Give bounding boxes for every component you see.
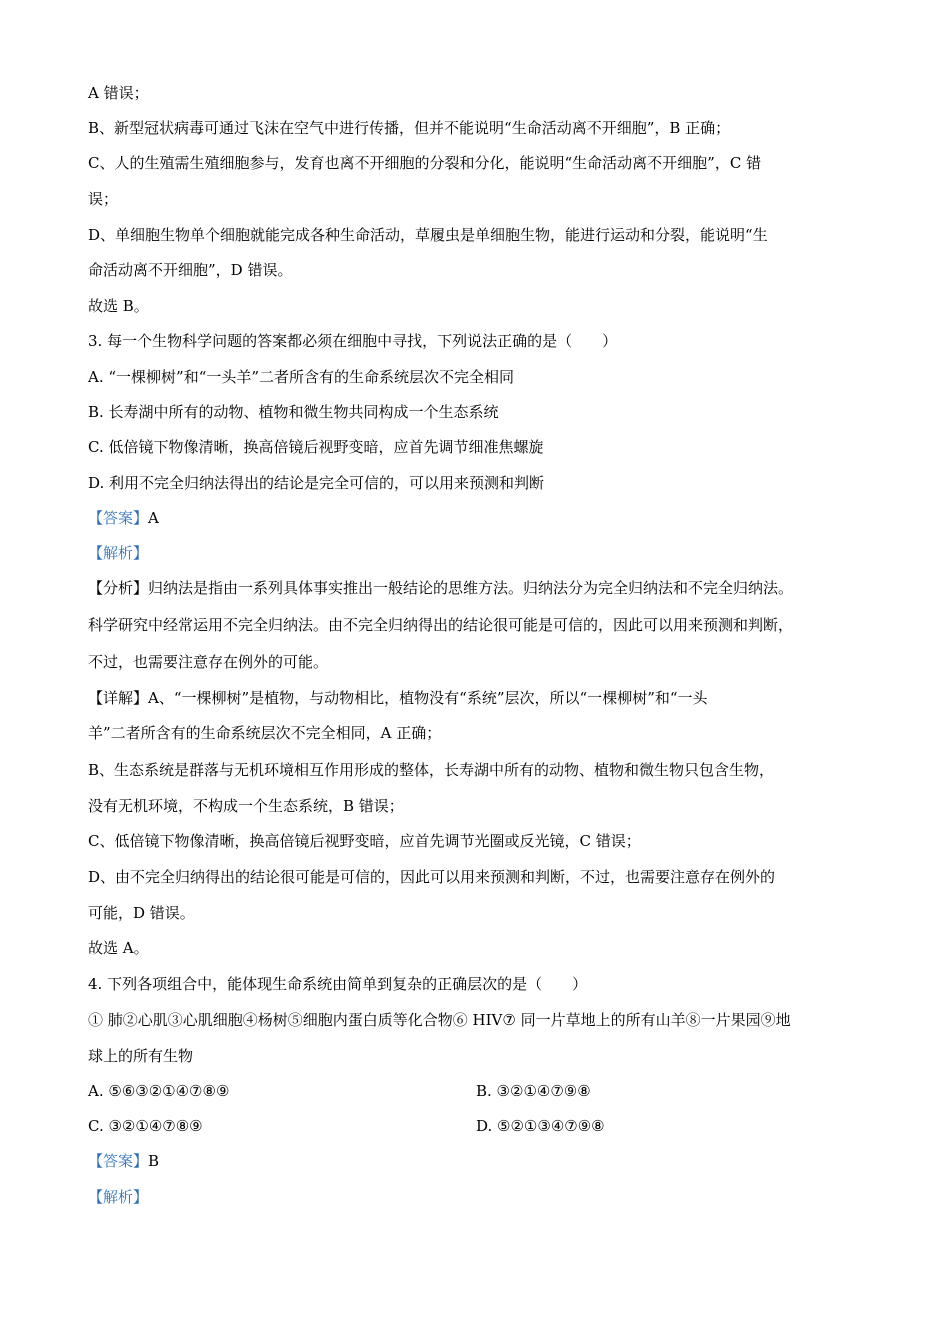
xiangjie-line: 羊”二者所含有的生命系统层次不完全相同，A 正确； — [88, 724, 442, 742]
xiangjie-line: 可能，D 错误。 — [88, 904, 195, 922]
xiangjie-text: A、“一棵柳树”是植物，与动物相比，植物没有“系统”层次，所以“一棵柳树”和“一头 — [148, 689, 708, 707]
fenxi-line: 不过，也需要注意存在例外的可能。 — [88, 653, 329, 671]
answer-value: B — [148, 1152, 160, 1170]
fenxi-tag: 【分析】 — [88, 579, 149, 597]
xiangjie-line — [88, 688, 708, 708]
xiangjie-line: B、生态系统是群落与无机环境相互作用形成的整体，长寿湖中所有的动物、植物和微生物只包含生物， — [88, 761, 775, 779]
fenxi-line: 科学研究中经常运用不完全归纳法。由不完全归纳得出的结论很可能是可信的，因此可以用来预测和判断， — [88, 616, 794, 634]
question-4-option-d: D. ⑤②①③④⑦⑨⑧ — [476, 1117, 605, 1135]
question-4-stem: 4. 下列各项组合中，能体现生命系统由简单到复杂的正确层次的是（ ） — [88, 975, 588, 993]
question-3-option-b: B. 长寿湖中所有的动物、植物和微生物共同构成一个生态系统 — [88, 403, 499, 421]
text-line: D、单细胞生物单个细胞就能完成各种生命活动，草履虫是单细胞生物，能进行运动和分裂，能说明“生 — [88, 226, 768, 244]
xiangjie-line: 没有无机环境，不构成一个生态系统，B 错误； — [88, 797, 404, 815]
text-line: 命活动离不开细胞”，D 错误。 — [88, 261, 293, 279]
question-4-answer — [88, 1151, 159, 1171]
question-3-option-a: A. “一棵柳树”和“一头羊”二者所含有的生命系统层次不完全相同 — [88, 368, 515, 386]
question-4-option-b: B. ③②①④⑦⑨⑧ — [476, 1082, 591, 1100]
text-line: B、新型冠状病毒可通过飞沫在空气中进行传播，但并不能说明“生命活动离不开细胞”，B 正确； — [88, 119, 731, 137]
question-3-answer — [88, 508, 159, 528]
analysis-tag: 【解析】 — [88, 1188, 149, 1206]
question-3-option-c: C. 低倍镜下物像清晰，换高倍镜后视野变暗，应首先调节细准焦螺旋 — [88, 438, 544, 456]
xiangjie-line: 故选 A。 — [88, 939, 149, 957]
xiangjie-line: C、低倍镜下物像清晰，换高倍镜后视野变暗，应首先调节光圈或反光镜，C 错误； — [88, 832, 641, 850]
fenxi-line — [88, 578, 793, 598]
text-line: 误； — [88, 190, 119, 208]
question-4-option-c: C. ③②①④⑦⑧⑨ — [88, 1117, 203, 1135]
answer-tag: 【答案】 — [88, 509, 149, 527]
fenxi-text: 归纳法是指由一系列具体事实推出一般结论的思维方法。归纳法分为完全归纳法和不完全归纳法。 — [148, 579, 794, 597]
answer-value: A — [148, 509, 159, 527]
question-4-items: ① 肺②心肌③心肌细胞④杨树⑤细胞内蛋白质等化合物⑥ HIV⑦ 同一片草地上的所有山羊⑧一片果园⑨地 — [88, 1011, 791, 1029]
xiangjie-tag: 【详解】 — [88, 689, 149, 707]
question-3-option-d: D. 利用不完全归纳法得出的结论是完全可信的，可以用来预测和判断 — [88, 474, 545, 492]
text-line: 故选 B。 — [88, 297, 149, 315]
analysis-tag: 【解析】 — [88, 544, 149, 562]
question-4-option-a: A. ⑤⑥③②①④⑦⑧⑨ — [88, 1082, 230, 1100]
text-line: A 错误； — [88, 84, 149, 102]
xiangjie-line: D、由不完全归纳得出的结论很可能是可信的，因此可以用来预测和判断，不过，也需要注意存在例外的 — [88, 868, 776, 886]
answer-tag: 【答案】 — [88, 1152, 149, 1170]
question-4-items: 球上的所有生物 — [88, 1047, 194, 1065]
question-3-stem: 3. 每一个生物科学问题的答案都必须在细胞中寻找，下列说法正确的是（ ） — [88, 332, 618, 350]
text-line: C、人的生殖需生殖细胞参与，发育也离不开细胞的分裂和分化，能说明“生命活动离不开细胞”，C 错 — [88, 154, 762, 172]
